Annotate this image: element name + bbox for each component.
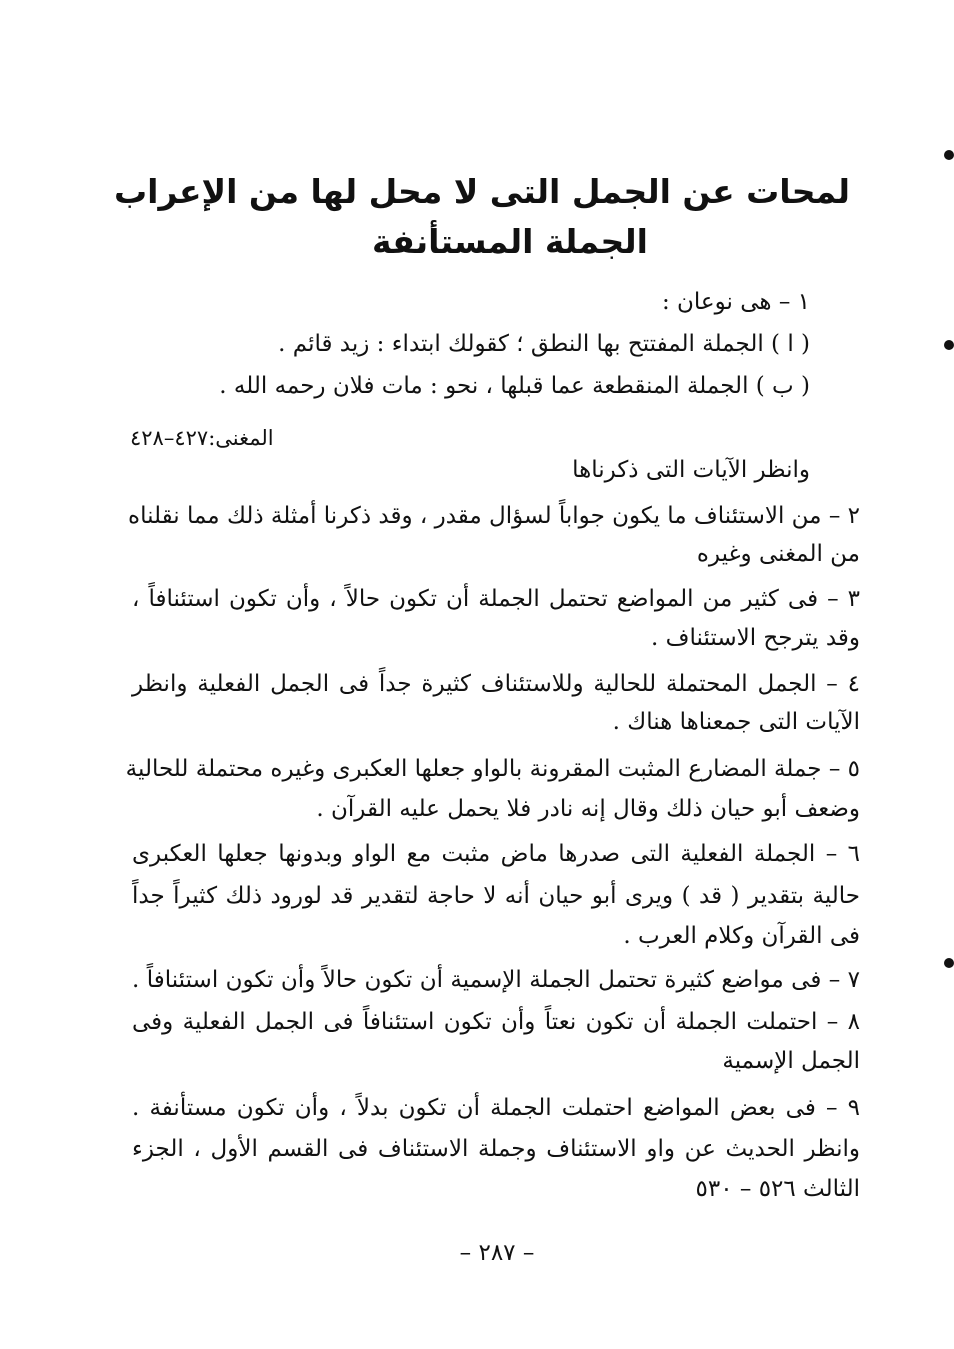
text-line: ١ – هى نوعان : xyxy=(661,289,810,315)
text-line: ٤ – الجمل المحتملة للحالية وللاستئناف كثيرة جداً فى الجمل الفعلية وانظر xyxy=(132,671,860,697)
reference-note: المغنى:٤٢٧–٤٢٨ xyxy=(130,426,274,450)
text-line: ٨ – احتملت الجملة أن تكون نعتاً وأن تكون استئنافاً فى الجمل الفعلية وفى xyxy=(132,1009,860,1035)
scan-mark xyxy=(944,150,954,160)
text-line: وانظر الحديث عن واو الاستئناف وجملة الاستئناف فى القسم الأول ، الجزء xyxy=(132,1136,860,1162)
text-line: الآيات التى جمعناها هناك . xyxy=(612,709,860,735)
text-line: وانظر الآيات التى ذكرناها xyxy=(572,457,810,483)
page-subtitle: الجملة المستأنفة xyxy=(371,222,648,261)
page-number: – ٢٨٧ – xyxy=(459,1240,535,1266)
scan-mark xyxy=(944,958,954,968)
text-line: ٩ – فى بعض المواضع احتملت الجملة أن تكون بدلاً ، وأن تكون مستأنفة . xyxy=(132,1095,860,1121)
text-line: ( ا ) الجملة المفتتح بها النطق ؛ كقولك ابتداء : زيد قائم . xyxy=(278,331,810,357)
text-line: حالية بتقدير ( قد ) ويرى أبو حيان أنه لا حاجة لتقدير قد لورود ذلك كثيراً جداً xyxy=(132,883,860,909)
text-line: فى القرآن وكلام العرب . xyxy=(623,923,860,949)
text-line: وضعف أبو حيان ذلك وقال إنه نادر فلا يحمل عليه القرآن . xyxy=(316,796,860,822)
text-line: ٥ – جملة المضارع المثبت المقرونة بالواو جعلها العكبرى وغيره محتملة للحالية xyxy=(125,756,860,782)
text-line: وقد يترجح الاستئناف . xyxy=(651,625,860,651)
text-line: الثالث ٥٢٦ – ٥٣٠ xyxy=(695,1176,860,1202)
text-line: ٣ – فى كثير من المواضع تحتمل الجملة أن تكون حالاً ، وأن تكون استئنافاً ، xyxy=(132,586,860,612)
text-line: الجمل الإسمية xyxy=(722,1048,860,1074)
page-title: لمحات عن الجمل التى لا محل لها من الإعراب xyxy=(114,172,850,211)
text-line: ( ب ) الجملة المنقطعة عما قبلها ، نحو : مات فلان رحمه الله . xyxy=(219,373,810,399)
text-line: من المغنى وغيره xyxy=(696,541,860,567)
scan-mark xyxy=(944,340,954,350)
text-line: ٢ – من الاستئناف ما يكون جواباً لسؤال مقدر ، وقد ذكرنا أمثلة ذلك مما نقلناه xyxy=(128,503,860,529)
text-line: ٧ – فى مواضع كثيرة تحتمل الجملة الإسمية أن تكون حالاً وأن تكون استئنافاً . xyxy=(132,967,860,993)
text-line: ٦ – الجملة الفعلية التى صدرها ماض مثبت مع الواو وبدونها جعلها العكبرى xyxy=(132,841,860,867)
